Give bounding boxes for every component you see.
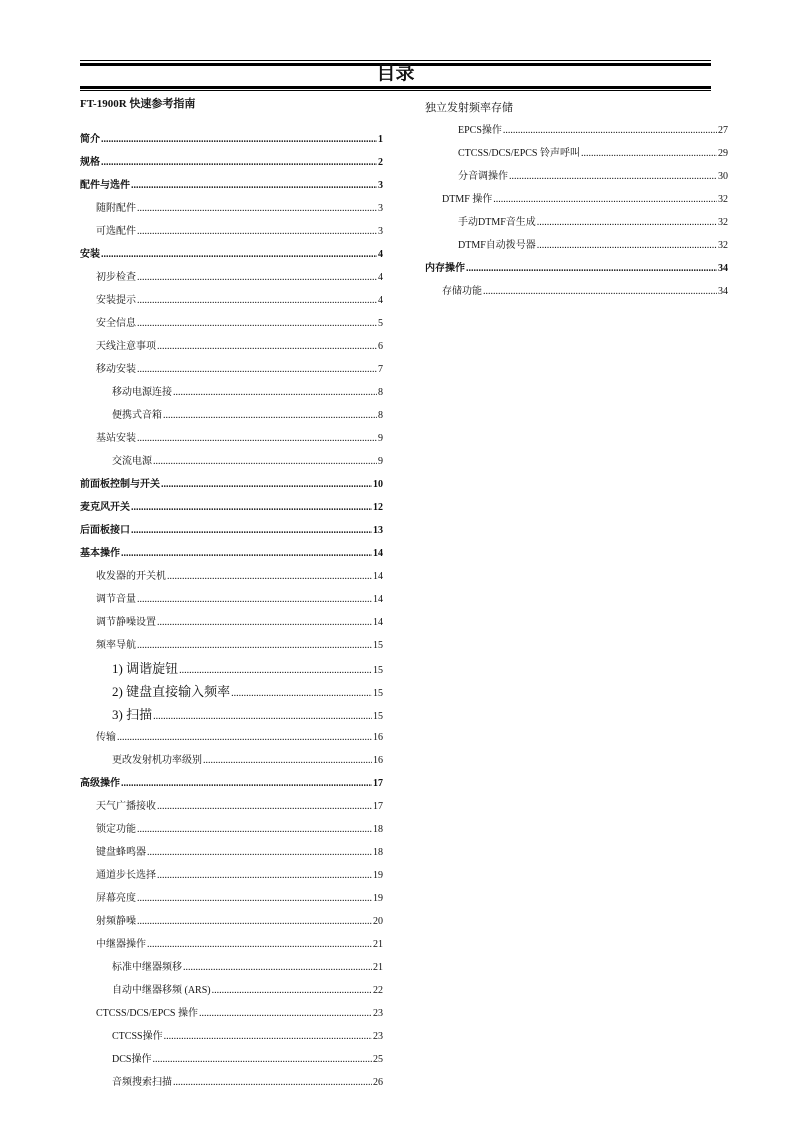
- toc-entry[interactable]: [80, 131, 383, 149]
- toc-entry-page: 15: [373, 665, 383, 676]
- toc-entry[interactable]: [80, 315, 383, 333]
- dot-leader: [137, 821, 372, 839]
- toc-entry-label: 配件与选件: [80, 180, 130, 191]
- toc-entry-page: 25: [373, 1054, 383, 1065]
- toc-entry-label: 2) 键盘直接输入频率: [112, 684, 231, 699]
- toc-entry-page: 17: [373, 801, 383, 812]
- toc-entry[interactable]: [80, 890, 383, 908]
- toc-entry-page: 8: [378, 410, 383, 421]
- dot-leader: [101, 154, 377, 172]
- toc-entry-page: 32: [718, 194, 728, 205]
- toc-entry[interactable]: [80, 338, 383, 356]
- dot-leader: [101, 131, 377, 149]
- toc-left-list: [80, 131, 383, 1092]
- toc-entry-label: 天线注意事项: [96, 341, 156, 352]
- page-title: 目录: [376, 62, 415, 84]
- toc-entry-label: 存储功能: [442, 286, 482, 297]
- toc-entry-page: 19: [373, 893, 383, 904]
- dot-leader: [179, 662, 372, 680]
- toc-entry-page: 9: [378, 456, 383, 467]
- toc-entry-page: 32: [718, 240, 728, 251]
- toc-entry[interactable]: [80, 775, 383, 793]
- dot-leader: [121, 545, 372, 563]
- toc-entry-label: 手动DTMF音生成: [458, 217, 536, 228]
- toc-entry[interactable]: [80, 568, 383, 586]
- toc-entry-page: 4: [378, 272, 383, 283]
- toc-entry-page: 13: [373, 525, 383, 536]
- toc-entry-label: CTCSS/DCS/EPCS 铃声呼叫: [458, 148, 580, 159]
- dot-leader: [173, 384, 377, 402]
- toc-entry-label: DTMF自动拨号器: [458, 240, 536, 251]
- title-rule-thick: [80, 86, 711, 89]
- toc-entry[interactable]: [425, 145, 728, 163]
- toc-entry-label: 更改发射机功率级别: [112, 755, 202, 766]
- toc-entry[interactable]: [80, 614, 383, 632]
- toc-entry-label: 天气广播接收: [96, 801, 156, 812]
- toc-entry-page: 8: [378, 387, 383, 398]
- dot-leader: [131, 499, 372, 517]
- dot-leader: [157, 798, 372, 816]
- toc-entry-label: 麦克风开关: [80, 502, 130, 513]
- dot-leader: [509, 168, 717, 186]
- toc-entry[interactable]: [80, 867, 383, 885]
- toc-entry-label: 安装提示: [96, 295, 136, 306]
- toc-entry-label: 传输: [96, 732, 116, 743]
- toc-entry-label: 可选配件: [96, 226, 136, 237]
- toc-entry-label: 收发器的开关机: [96, 571, 166, 582]
- toc-entry-page: 3: [378, 226, 383, 237]
- dot-leader: [167, 568, 372, 586]
- toc-entry-label: 键盘蜂鸣器: [96, 847, 146, 858]
- toc-entry-label: 初步检查: [96, 272, 136, 283]
- toc-entry[interactable]: [80, 545, 383, 563]
- toc-entry-page: 19: [373, 870, 383, 881]
- toc-entry[interactable]: [80, 453, 383, 471]
- dot-leader: [231, 685, 372, 703]
- toc-entry-label: 中继器操作: [96, 939, 146, 950]
- dot-leader: [137, 430, 377, 448]
- dot-leader: [153, 453, 377, 471]
- top-rule-thin: [80, 60, 711, 61]
- toc-entry[interactable]: [80, 246, 383, 264]
- toc-section-label: 独立发射频率存储: [425, 102, 513, 114]
- dot-leader: [157, 338, 377, 356]
- toc-entry-page: 15: [373, 711, 383, 722]
- dot-leader: [483, 283, 717, 301]
- toc-entry-label: 锁定功能: [96, 824, 136, 835]
- toc-entry-page: 1: [378, 134, 383, 145]
- toc-entry-page: 32: [718, 217, 728, 228]
- toc-entry-page: 12: [373, 502, 383, 513]
- toc-entry-page: 16: [373, 732, 383, 743]
- toc-entry-page: 17: [373, 778, 383, 789]
- dot-leader: [137, 292, 377, 310]
- toc-entry-label: 音频搜索扫描: [112, 1077, 172, 1088]
- dot-leader: [121, 775, 372, 793]
- toc-entry-page: 22: [373, 985, 383, 996]
- dot-leader: [137, 200, 377, 218]
- toc-entry[interactable]: [80, 683, 383, 701]
- toc-entry[interactable]: [80, 269, 383, 287]
- toc-entry-page: 2: [378, 157, 383, 168]
- toc-entry-page: 26: [373, 1077, 383, 1088]
- dot-leader: [137, 315, 377, 333]
- toc-entry-page: 27: [718, 125, 728, 136]
- toc-entry-page: 16: [373, 755, 383, 766]
- toc-entry-page: 3: [378, 180, 383, 191]
- toc-entry[interactable]: [80, 821, 383, 839]
- toc-entry-page: 21: [373, 939, 383, 950]
- toc-entry-label: EPCS操作: [458, 125, 502, 136]
- toc-entry[interactable]: [80, 499, 383, 517]
- toc-entry[interactable]: [425, 191, 728, 209]
- toc-right-list: [425, 122, 728, 301]
- dot-leader: [147, 844, 372, 862]
- dot-leader: [183, 959, 372, 977]
- toc-entry-page: 30: [718, 171, 728, 182]
- toc-subtitle: FT-1900R 快速参考指南: [80, 98, 196, 110]
- toc-entry[interactable]: [425, 283, 728, 301]
- toc-entry-label: CTCSS操作: [112, 1031, 163, 1042]
- toc-entry-label: 内存操作: [425, 263, 465, 274]
- toc-entry[interactable]: [80, 430, 383, 448]
- toc-entry-label: DTMF 操作: [442, 194, 493, 205]
- toc-entry-page: 14: [373, 594, 383, 605]
- toc-entry[interactable]: [80, 522, 383, 540]
- toc-entry-label: 便携式音箱: [112, 410, 162, 421]
- dot-leader: [137, 913, 372, 931]
- toc-entry-label: 随附配件: [96, 203, 136, 214]
- toc-entry-page: 7: [378, 364, 383, 375]
- dot-leader: [537, 214, 717, 232]
- toc-entry-page: 6: [378, 341, 383, 352]
- toc-entry[interactable]: [425, 168, 728, 186]
- dot-leader: [173, 1074, 372, 1092]
- toc-entry-page: 20: [373, 916, 383, 927]
- toc-entry-page: 34: [718, 263, 728, 274]
- toc-entry[interactable]: [425, 237, 728, 255]
- spacer: [80, 118, 383, 131]
- toc-entry-label: 标准中继器频移: [112, 962, 182, 973]
- toc-entry-page: 21: [373, 962, 383, 973]
- dot-leader: [137, 637, 372, 655]
- toc-entry-page: 18: [373, 847, 383, 858]
- toc-left-column: [80, 95, 383, 1097]
- toc-entry-label: 调节音量: [96, 594, 136, 605]
- toc-entry[interactable]: [80, 1051, 383, 1069]
- toc-entry-page: 14: [373, 617, 383, 628]
- toc-entry[interactable]: [80, 752, 383, 770]
- toc-entry[interactable]: [425, 260, 728, 278]
- dot-leader: [157, 614, 372, 632]
- toc-entry-label: 高级操作: [80, 778, 120, 789]
- toc-entry-page: 34: [718, 286, 728, 297]
- toc-entry-page: 14: [373, 571, 383, 582]
- toc-entry[interactable]: [80, 706, 383, 724]
- toc-entry[interactable]: [80, 959, 383, 977]
- toc-entry-page: 23: [373, 1031, 383, 1042]
- toc-entry-label: 1) 调谐旋钮: [112, 661, 179, 676]
- toc-entry-page: 18: [373, 824, 383, 835]
- toc-entry[interactable]: [80, 637, 383, 655]
- toc-entry-label: 规格: [80, 157, 100, 168]
- toc-entry[interactable]: [80, 936, 383, 954]
- toc-entry[interactable]: [80, 1005, 383, 1023]
- toc-entry-label: 安全信息: [96, 318, 136, 329]
- toc-entry[interactable]: [80, 361, 383, 379]
- dot-leader: [137, 361, 377, 379]
- dot-leader: [137, 269, 377, 287]
- toc-entry-label: 通道步长选择: [96, 870, 156, 881]
- dot-leader: [137, 223, 377, 241]
- toc-entry-page: 10: [373, 479, 383, 490]
- toc-right-column: [425, 99, 728, 306]
- toc-entry-label: 交流电源: [112, 456, 152, 467]
- dot-leader: [101, 246, 377, 264]
- toc-entry[interactable]: [80, 223, 383, 241]
- toc-entry[interactable]: [80, 1028, 383, 1046]
- toc-entry-page: 3: [378, 203, 383, 214]
- toc-entry[interactable]: [80, 660, 383, 678]
- toc-entry-label: 调节静噪设置: [96, 617, 156, 628]
- toc-entry[interactable]: [80, 729, 383, 747]
- toc-entry-page: 29: [718, 148, 728, 159]
- toc-entry[interactable]: [80, 476, 383, 494]
- toc-entry-label: 分音调操作: [458, 171, 508, 182]
- dot-leader: [581, 145, 717, 163]
- toc-entry[interactable]: [80, 591, 383, 609]
- toc-entry[interactable]: [80, 292, 383, 310]
- toc-entry[interactable]: [80, 384, 383, 402]
- toc-entry-page: 14: [373, 548, 383, 559]
- toc-entry-label: 自动中继器移频 (ARS): [112, 985, 211, 996]
- dot-leader: [199, 1005, 372, 1023]
- dot-leader: [147, 936, 372, 954]
- toc-entry[interactable]: [80, 200, 383, 218]
- toc-entry-label: 屏幕亮度: [96, 893, 136, 904]
- dot-leader: [117, 729, 372, 747]
- toc-entry[interactable]: [80, 798, 383, 816]
- dot-leader: [503, 122, 717, 140]
- dot-leader: [163, 407, 377, 425]
- toc-entry-label: 安装: [80, 249, 100, 260]
- toc-entry-label: 基站安装: [96, 433, 136, 444]
- toc-entry-label: CTCSS/DCS/EPCS 操作: [96, 1008, 198, 1019]
- toc-entry-label: DCS操作: [112, 1054, 152, 1065]
- dot-leader: [212, 982, 372, 1000]
- toc-entry-label: 3) 扫描: [112, 707, 153, 722]
- toc-entry-label: 频率导航: [96, 640, 136, 651]
- toc-entry-label: 前面板控制与开关: [80, 479, 160, 490]
- toc-entry-page: 4: [378, 249, 383, 260]
- toc-entry-label: 移动安装: [96, 364, 136, 375]
- toc-entry-page: 15: [373, 640, 383, 651]
- toc-entry[interactable]: [425, 122, 728, 140]
- toc-entry[interactable]: [80, 844, 383, 862]
- dot-leader: [137, 591, 372, 609]
- dot-leader: [203, 752, 372, 770]
- toc-entry[interactable]: [80, 982, 383, 1000]
- toc-entry[interactable]: [80, 154, 383, 172]
- dot-leader: [466, 260, 717, 278]
- toc-entry-page: 4: [378, 295, 383, 306]
- dot-leader: [152, 1051, 372, 1069]
- toc-entry-page: 9: [378, 433, 383, 444]
- toc-entry[interactable]: [80, 1074, 383, 1092]
- toc-entry[interactable]: [80, 177, 383, 195]
- dot-leader: [537, 237, 717, 255]
- toc-entry-label: 简介: [80, 134, 100, 145]
- toc-entry-label: 后面板接口: [80, 525, 130, 536]
- dot-leader: [164, 1028, 372, 1046]
- dot-leader: [131, 522, 372, 540]
- dot-leader: [137, 890, 372, 908]
- dot-leader: [157, 867, 372, 885]
- title-rule-thin: [80, 90, 711, 91]
- dot-leader: [493, 191, 717, 209]
- toc-entry-label: 射频静噪: [96, 916, 136, 927]
- toc-entry-label: 基本操作: [80, 548, 120, 559]
- toc-entry-label: 移动电源连接: [112, 387, 172, 398]
- toc-entry-page: 23: [373, 1008, 383, 1019]
- dot-leader: [161, 476, 372, 494]
- toc-entry[interactable]: [80, 407, 383, 425]
- toc-entry-page: 5: [378, 318, 383, 329]
- toc-entry-page: 15: [373, 688, 383, 699]
- dot-leader: [153, 708, 372, 726]
- toc-entry[interactable]: [80, 913, 383, 931]
- toc-entry[interactable]: [425, 214, 728, 232]
- dot-leader: [131, 177, 377, 195]
